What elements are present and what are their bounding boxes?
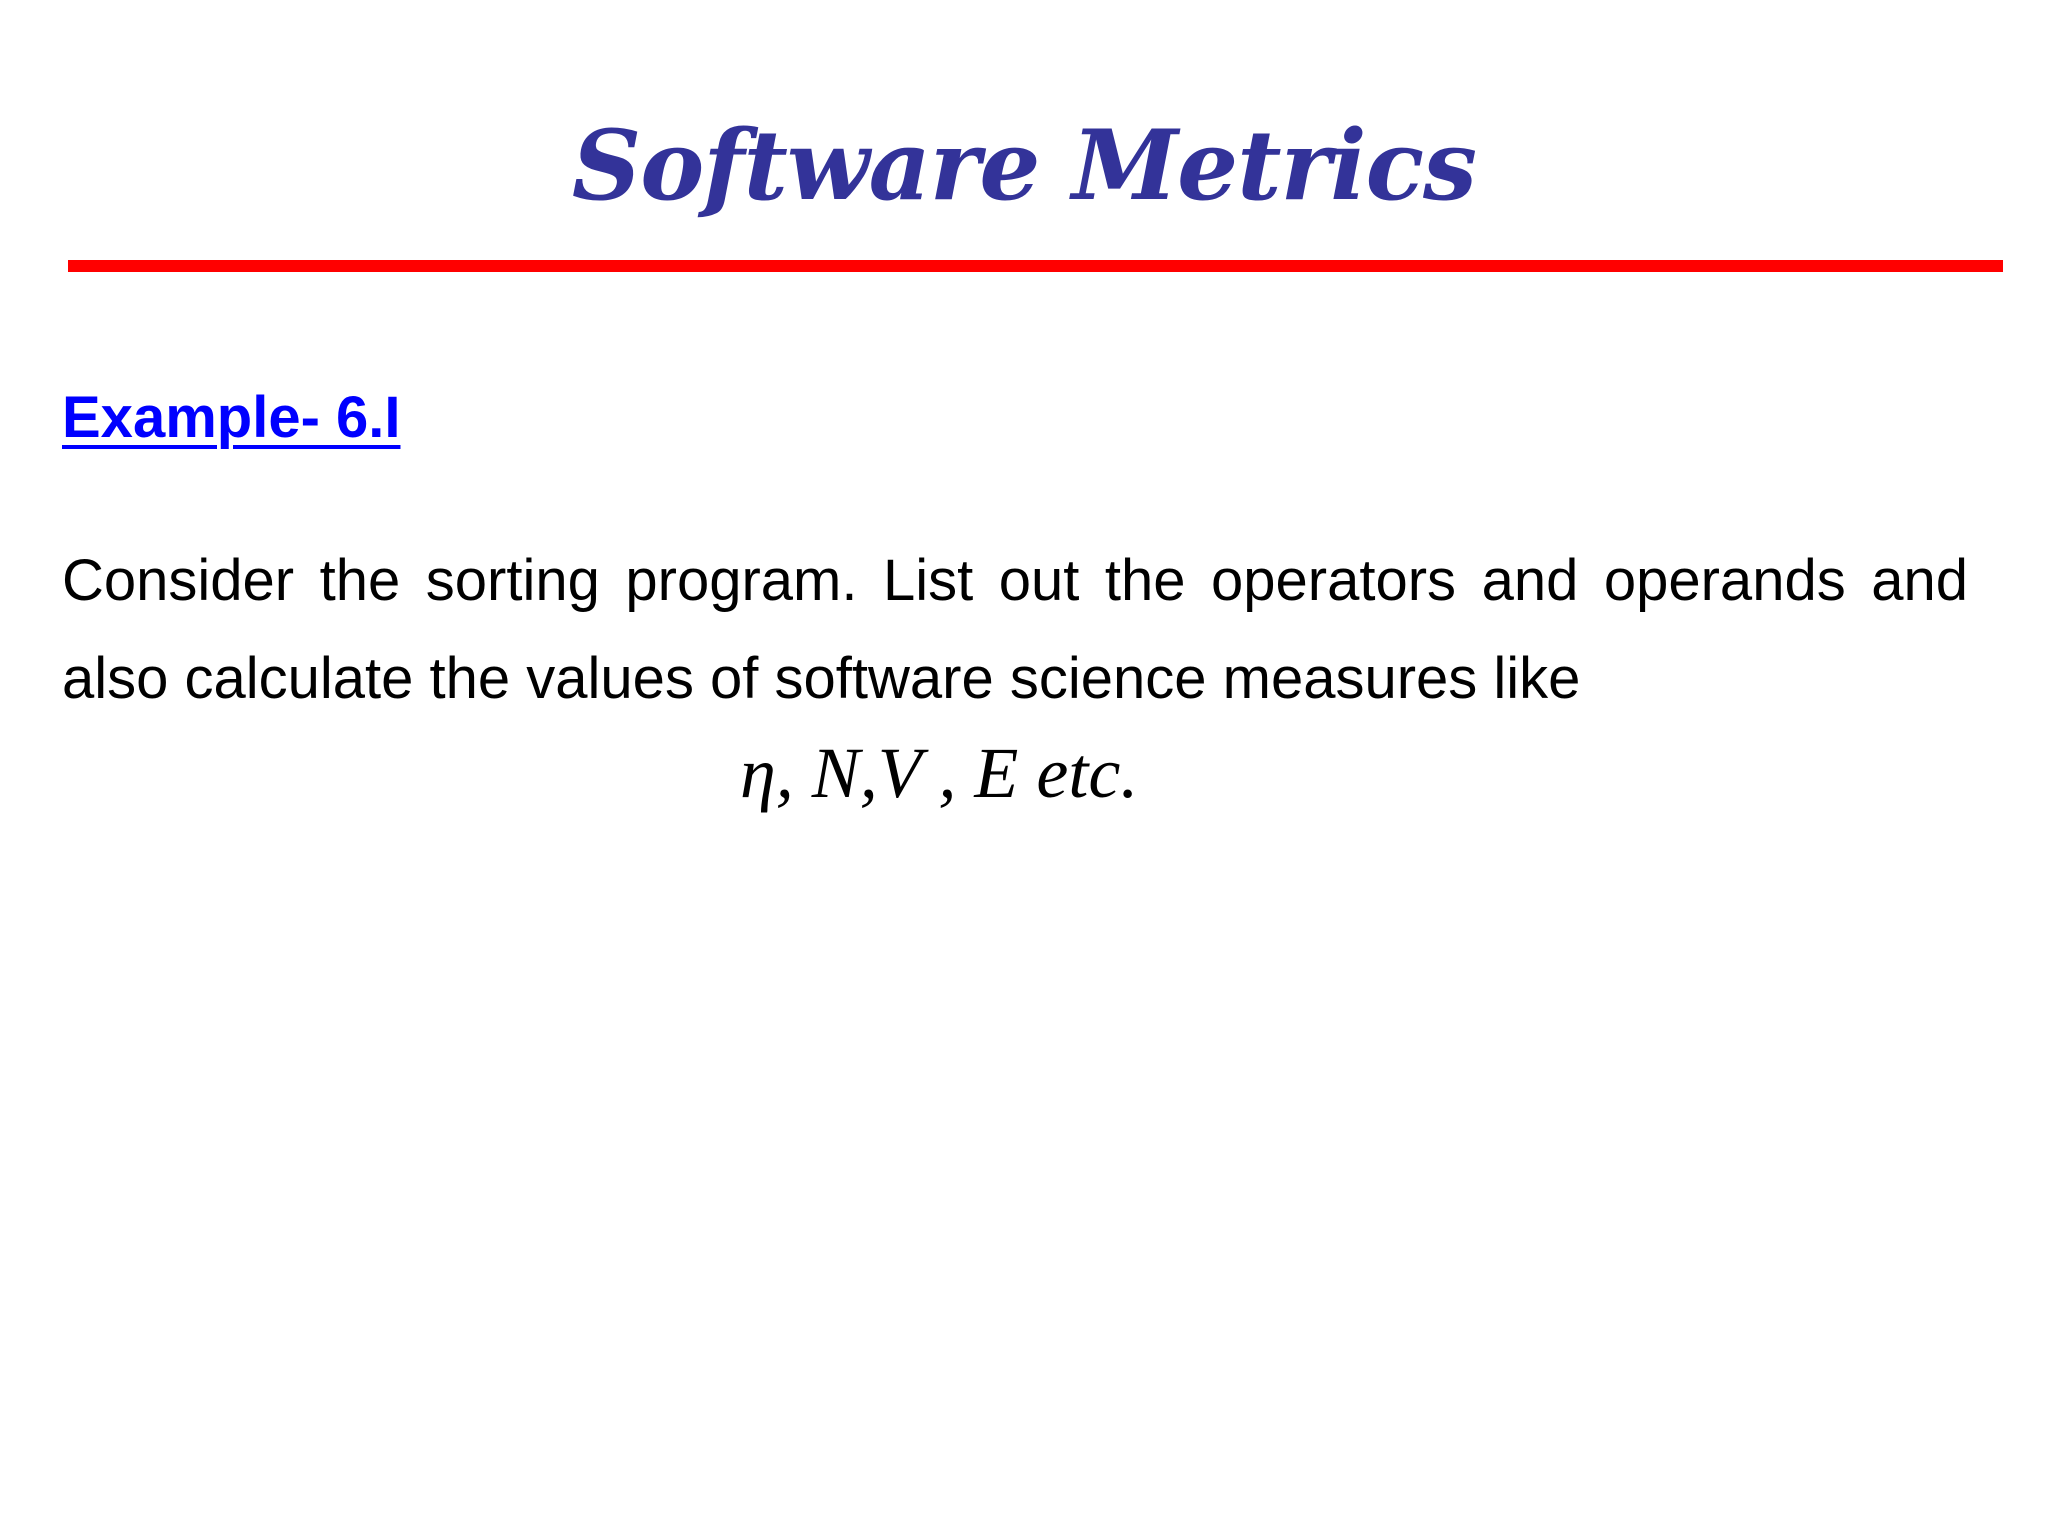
example-heading: Example- 6.I — [62, 385, 401, 450]
measures-formula: η, N,V , E etc. — [740, 733, 1139, 813]
title-divider — [68, 260, 2003, 272]
slide-title: Software Metrics — [571, 109, 1477, 222]
problem-statement: Consider the sorting program. List out the operators and operands and also calculate the values of software science measures like — [62, 548, 1968, 711]
